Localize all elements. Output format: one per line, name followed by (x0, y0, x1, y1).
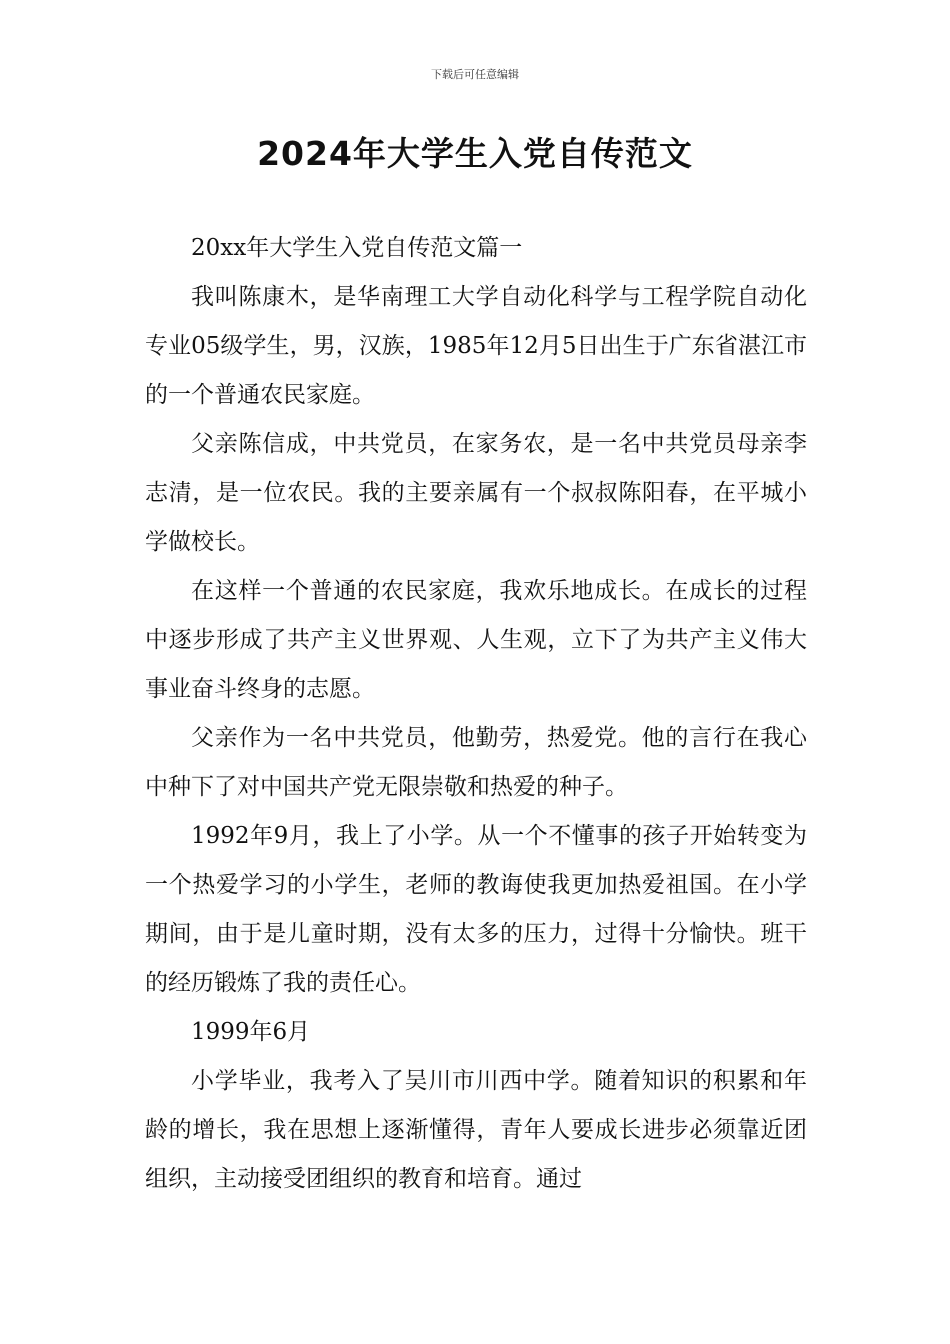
paragraph: 在这样一个普通的农民家庭，我欢乐地成长。在成长的过程中逐步形成了共产主义世界观、人生观，立下了为共产主义伟大事业奋斗终身的志愿。 (145, 578, 807, 702)
section-heading: 20xx年大学生入党自传范文篇一 (191, 235, 523, 261)
paragraph: 父亲作为一名中共党员，他勤劳，热爱党。他的言行在我心中种下了对中国共产党无限崇敬和热爱的种子。 (145, 725, 807, 800)
document-body (145, 224, 807, 1204)
paragraph: 我叫陈康木，是华南理工大学自动化科学与工程学院自动化专业05级学生，男，汉族，1985年12月5日出生于广东省湛江市的一个普通农民家庭。 (145, 284, 807, 408)
paragraph: 1992年9月，我上了小学。从一个不懂事的孩子开始转变为一个热爱学习的小学生，老师的教诲使我更加热爱祖国。在小学期间，由于是儿童时期，没有太多的压力，过得十分愉快。班干的经历锻炼了我的责任心。 (145, 823, 807, 996)
document-title: 2024年大学生入党自传范文 (257, 134, 693, 173)
paragraph: 1999年6月 (191, 1019, 311, 1045)
paragraph: 父亲陈信成，中共党员，在家务农，是一名中共党员母亲李志清，是一位农民。我的主要亲属有一个叔叔陈阳春，在平城小学做校长。 (145, 431, 807, 555)
header-note: 下载后可任意编辑 (431, 68, 519, 81)
paragraph: 小学毕业，我考入了吴川市川西中学。随着知识的积累和年龄的增长，我在思想上逐渐懂得，青年人要成长进步必须靠近团组织，主动接受团组织的教育和培育。通过 (145, 1068, 807, 1192)
